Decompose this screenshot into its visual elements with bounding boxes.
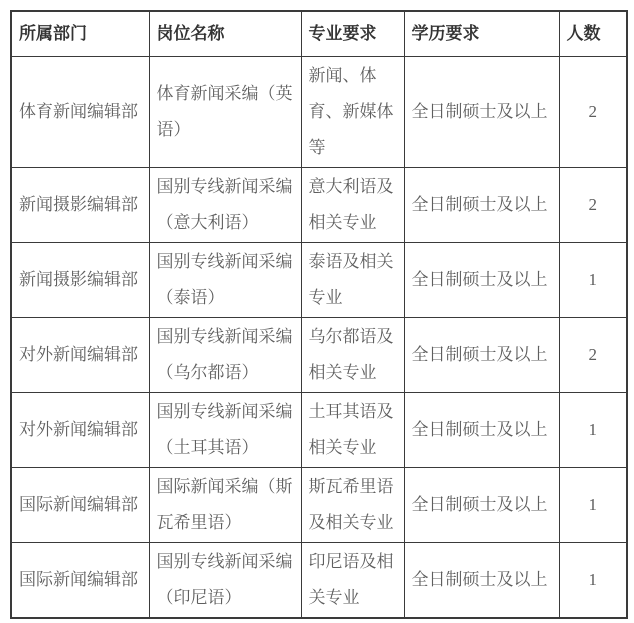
cell-education: 全日制硕士及以上 [404,542,559,618]
header-headcount: 人数 [559,11,627,56]
table-header-row [11,11,627,56]
header-major: 专业要求 [301,11,404,56]
cell-department: 国际新闻编辑部 [11,542,149,618]
table-row [11,242,627,317]
cell-major: 泰语及相关专业 [301,242,404,317]
cell-education: 全日制硕士及以上 [404,56,559,167]
cell-department: 新闻摄影编辑部 [11,167,149,242]
cell-position: 国别专线新闻采编（印尼语） [149,542,301,618]
cell-major: 新闻、体育、新媒体等 [301,56,404,167]
cell-major: 意大利语及相关专业 [301,167,404,242]
cell-position: 国别专线新闻采编（乌尔都语） [149,317,301,392]
cell-headcount: 2 [559,317,627,392]
cell-position: 体育新闻采编（英语） [149,56,301,167]
cell-headcount: 1 [559,542,627,618]
table-row [11,167,627,242]
cell-headcount: 1 [559,242,627,317]
cell-department: 新闻摄影编辑部 [11,242,149,317]
cell-position: 国别专线新闻采编（泰语） [149,242,301,317]
cell-education: 全日制硕士及以上 [404,392,559,467]
table-row [11,392,627,467]
cell-education: 全日制硕士及以上 [404,467,559,542]
cell-education: 全日制硕士及以上 [404,167,559,242]
cell-position: 国别专线新闻采编（意大利语） [149,167,301,242]
cell-headcount: 1 [559,467,627,542]
header-department: 所属部门 [11,11,149,56]
table-row [11,317,627,392]
cell-position: 国际新闻采编（斯瓦希里语） [149,467,301,542]
cell-department: 对外新闻编辑部 [11,392,149,467]
cell-department: 对外新闻编辑部 [11,317,149,392]
cell-education: 全日制硕士及以上 [404,242,559,317]
cell-major: 斯瓦希里语及相关专业 [301,467,404,542]
cell-headcount: 1 [559,392,627,467]
cell-department: 体育新闻编辑部 [11,56,149,167]
table-row [11,56,627,167]
cell-position: 国别专线新闻采编（土耳其语） [149,392,301,467]
cell-major: 土耳其语及相关专业 [301,392,404,467]
table-row [11,467,627,542]
job-positions-table [10,10,628,619]
cell-major: 印尼语及相关专业 [301,542,404,618]
table-row [11,542,627,618]
header-education: 学历要求 [404,11,559,56]
cell-education: 全日制硕士及以上 [404,317,559,392]
header-position: 岗位名称 [149,11,301,56]
cell-headcount: 2 [559,167,627,242]
cell-department: 国际新闻编辑部 [11,467,149,542]
cell-major: 乌尔都语及相关专业 [301,317,404,392]
cell-headcount: 2 [559,56,627,167]
